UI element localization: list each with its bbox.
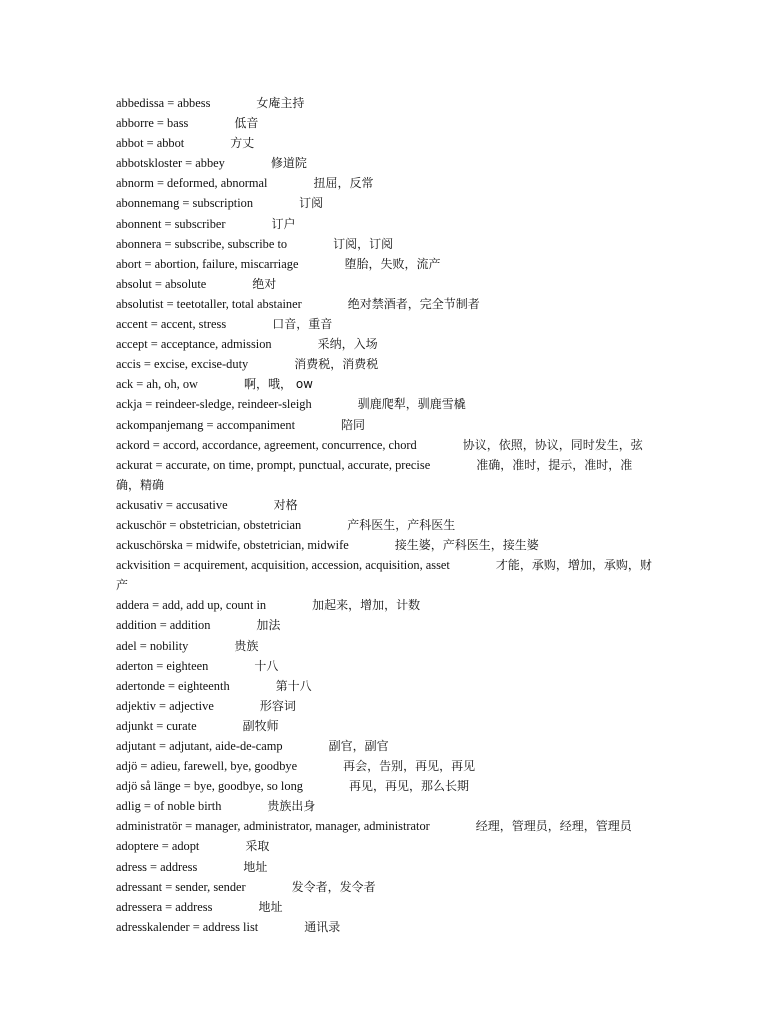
entry-term: adresskalender = address list	[116, 919, 259, 934]
entry-translation: 再见，再见，那么长期	[348, 779, 469, 794]
dictionary-entry	[116, 535, 656, 555]
dictionary-entry	[116, 555, 656, 595]
dictionary-entry	[116, 294, 656, 314]
entry-list	[116, 93, 656, 937]
dictionary-entry	[116, 354, 656, 374]
entry-term: abonnemang = subscription	[116, 196, 254, 211]
dictionary-entry	[116, 696, 656, 716]
entry-translation: 低音	[234, 116, 259, 131]
entry-term: adertonde = eighteenth	[116, 678, 230, 693]
entry-term: abort = abortion, failure, miscarriage	[116, 256, 299, 271]
dictionary-entry	[116, 455, 656, 495]
entry-term: adjunkt = curate	[116, 718, 197, 733]
entry-translation: 扭屈，反常	[313, 176, 374, 191]
entry-term: adlig = of noble birth	[116, 799, 222, 814]
entry-translation: 口音，重音	[272, 317, 333, 332]
entry-translation: 再会，告别，再见，再见	[343, 759, 476, 774]
entry-translation: 方丈	[230, 136, 255, 151]
entry-term: adressera = address	[116, 899, 213, 914]
dictionary-entry	[116, 676, 656, 696]
entry-translation: 副牧师	[242, 718, 279, 733]
entry-translation: 订户	[271, 216, 296, 231]
entry-term: adjö så länge = bye, goodbye, so long	[116, 779, 303, 794]
dictionary-entry	[116, 796, 656, 816]
entry-term: adress = address	[116, 859, 198, 874]
entry-term: aderton = eighteen	[116, 658, 209, 673]
entry-translation: 协议，依照，协议，同时发生，弦	[462, 437, 643, 452]
dictionary-entry	[116, 836, 656, 856]
dictionary-entry	[116, 334, 656, 354]
dictionary-entry	[116, 234, 656, 254]
entry-term: ackompanjemang = accompaniment	[116, 417, 296, 432]
entry-term: administratör = manager, administrator, manager, administrator	[116, 819, 430, 834]
entry-translation: 陪同	[341, 417, 366, 432]
entry-translation: 修道院	[270, 156, 307, 171]
entry-translation: 地址	[243, 859, 268, 874]
entry-translation: 通讯录	[304, 919, 341, 934]
entry-translation: 第十八	[275, 678, 312, 693]
dictionary-entry	[116, 193, 656, 213]
dictionary-entry	[116, 636, 656, 656]
dictionary-entry	[116, 595, 656, 615]
dictionary-entry	[116, 93, 656, 113]
dictionary-entry	[116, 113, 656, 133]
dictionary-entry	[116, 153, 656, 173]
entry-translation: 啊，哦， ow	[244, 377, 313, 392]
entry-translation: 贵族出身	[267, 799, 316, 814]
dictionary-entry	[116, 374, 656, 394]
entry-term: ackusativ = accusative	[116, 497, 228, 512]
entry-translation: 地址	[258, 899, 283, 914]
entry-term: abonnent = subscriber	[116, 216, 226, 231]
dictionary-entry	[116, 656, 656, 676]
dictionary-entry	[116, 917, 656, 937]
entry-term: adjutant = adjutant, aide-de-camp	[116, 739, 283, 753]
entry-translation: 产科医生，产科医生	[347, 517, 456, 532]
entry-translation: 接生婆，产科医生，接生婆	[394, 538, 539, 553]
dictionary-entry	[116, 495, 656, 515]
dictionary-entry	[116, 736, 656, 756]
entry-translation: 堕胎，失败，流产	[344, 256, 441, 271]
dictionary-entry	[116, 877, 656, 897]
dictionary-entry	[116, 816, 656, 836]
entry-translation: 经理，管理员，经理，管理员	[475, 819, 632, 834]
entry-translation: 订阅	[299, 196, 324, 211]
dictionary-entry	[116, 776, 656, 796]
entry-translation: 加起来，增加，计数	[312, 598, 421, 613]
entry-translation: 绝对禁酒者，完全节制者	[347, 296, 480, 311]
dictionary-page	[116, 93, 656, 937]
entry-term: addera = add, add up, count in	[116, 598, 267, 613]
entry-term: adjö = adieu, farewell, bye, goodbye	[116, 759, 298, 774]
entry-term: accept = acceptance, admission	[116, 337, 272, 352]
dictionary-entry	[116, 435, 656, 455]
entry-term: abborre = bass	[116, 116, 189, 131]
entry-translation: 十八	[254, 658, 279, 673]
dictionary-entry	[116, 615, 656, 635]
entry-term: adoptere = adopt	[116, 839, 200, 854]
entry-translation: 准确，准时，提示，准时，准确，精确	[116, 457, 633, 492]
entry-translation: 女庵主持	[256, 96, 305, 110]
entry-translation: 发令者，发令者	[291, 879, 376, 894]
entry-term: addition = addition	[116, 618, 211, 633]
entry-term: ackuschörska = midwife, obstetrician, midwife	[116, 538, 349, 553]
dictionary-entry	[116, 314, 656, 334]
dictionary-entry	[116, 173, 656, 193]
dictionary-entry	[116, 274, 656, 294]
entry-term: absolut = absolute	[116, 276, 207, 291]
entry-translation: 绝对	[252, 276, 277, 291]
entry-term: adjektiv = adjective	[116, 698, 214, 713]
dictionary-entry	[116, 133, 656, 153]
entry-term: adel = nobility	[116, 638, 189, 653]
entry-term: abbot = abbot	[116, 136, 185, 151]
dictionary-entry	[116, 857, 656, 877]
entry-term: abnorm = deformed, abnormal	[116, 176, 268, 191]
entry-term: ackord = accord, accordance, agreement, concurrence, chord	[116, 437, 417, 452]
dictionary-entry	[116, 756, 656, 776]
entry-term: ackvisition = acquirement, acquisition, accession, acquisition, asset	[116, 558, 450, 573]
entry-term: accis = excise, excise-duty	[116, 357, 249, 372]
entry-translation: 副官，副官	[328, 739, 389, 753]
dictionary-entry	[116, 415, 656, 435]
entry-translation: 消费税，消费税	[294, 357, 379, 372]
entry-term: ackuschör = obstetrician, obstetrician	[116, 517, 302, 532]
dictionary-entry	[116, 214, 656, 234]
entry-translation: 订阅，订阅	[333, 236, 394, 251]
entry-term: absolutist = teetotaller, total abstainer	[116, 296, 302, 311]
entry-translation: 加法	[256, 618, 281, 633]
entry-term: abonnera = subscribe, subscribe to	[116, 236, 288, 251]
entry-term: adressant = sender, sender	[116, 879, 246, 894]
entry-term: ackja = reindeer-sledge, reindeer-sleigh	[116, 397, 312, 412]
entry-term: ackurat = accurate, on time, prompt, punctual, accurate, precise	[116, 457, 431, 472]
entry-term: abbedissa = abbess	[116, 96, 211, 110]
dictionary-entry	[116, 394, 656, 414]
entry-translation: 对格	[273, 497, 298, 512]
entry-translation: 采取	[245, 839, 270, 854]
dictionary-entry	[116, 897, 656, 917]
entry-term: ack = ah, oh, ow	[116, 377, 198, 392]
entry-term: accent = accent, stress	[116, 317, 227, 332]
entry-translation: 采纳，入场	[317, 337, 378, 352]
entry-term: abbotskloster = abbey	[116, 156, 225, 171]
entry-translation: 驯鹿爬犁，驯鹿雪橇	[357, 397, 466, 412]
dictionary-entry	[116, 254, 656, 274]
dictionary-entry	[116, 515, 656, 535]
entry-translation: 才能，承购，增加，承购，财产	[116, 558, 652, 593]
entry-translation: 形容词	[259, 698, 296, 713]
entry-translation: 贵族	[234, 638, 259, 653]
dictionary-entry	[116, 716, 656, 736]
